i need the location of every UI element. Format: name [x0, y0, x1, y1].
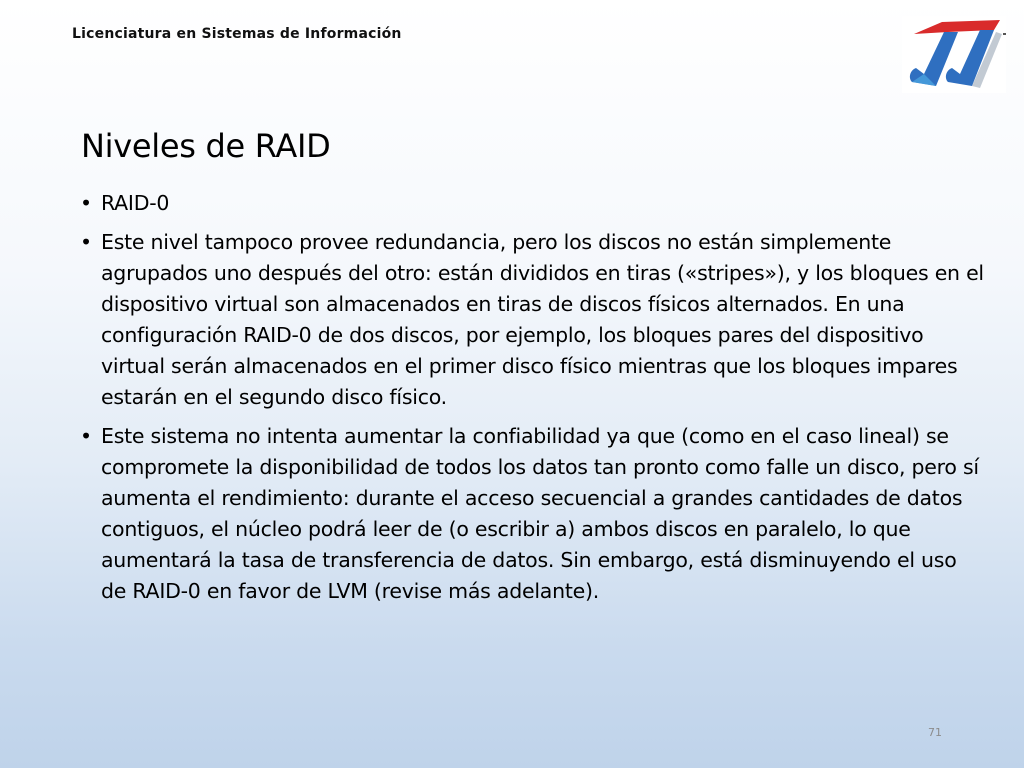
bullet-item [76, 188, 986, 219]
bullet-dot-icon: • [80, 424, 92, 448]
logo-dot [1003, 33, 1006, 35]
bullet-text: Este nivel tampoco provee redundancia, pero los discos no están simplemente agrupados uno después del otro: están divididos en tiras («stripes»), y los bloques en el dispositivo virtual son almacenados en tiras de discos físicos alternados. En una configuración RAID-0 de dos discos, por ejemplo, los bloques pares del dispositivo virtual serán almacenados en el primer disco físico mientras que los bloques impares estarán en el segundo disco físico. [101, 230, 984, 409]
bullet-item [76, 227, 986, 413]
bullet-list [76, 188, 986, 615]
bullet-text: Este sistema no intenta aumentar la confiabilidad ya que (como en el caso lineal) se compromete la disponibilidad de todos los datos tan pronto como falle un disco, pero sí aumenta el rendimiento: durante el acceso secuencial a grandes cantidades de datos contiguos, el núcleo podrá leer de (o escribir a) ambos discos en paralelo, lo que aumentará la tasa de transferencia de datos. Sin embargo, está disminuyendo el uso de RAID-0 en favor de LVM (revise más adelante). [101, 424, 979, 603]
bullet-item [76, 421, 986, 607]
logo-graphic [902, 16, 1006, 93]
bullet-text: RAID-0 [101, 191, 170, 215]
bullet-dot-icon: • [80, 191, 92, 215]
slide-title: Niveles de RAID [81, 127, 331, 165]
university-logo-icon [902, 16, 1006, 93]
bullet-dot-icon: • [80, 230, 92, 254]
header-label: Licenciatura en Sistemas de Información [72, 26, 402, 42]
page-number: 71 [928, 726, 942, 739]
